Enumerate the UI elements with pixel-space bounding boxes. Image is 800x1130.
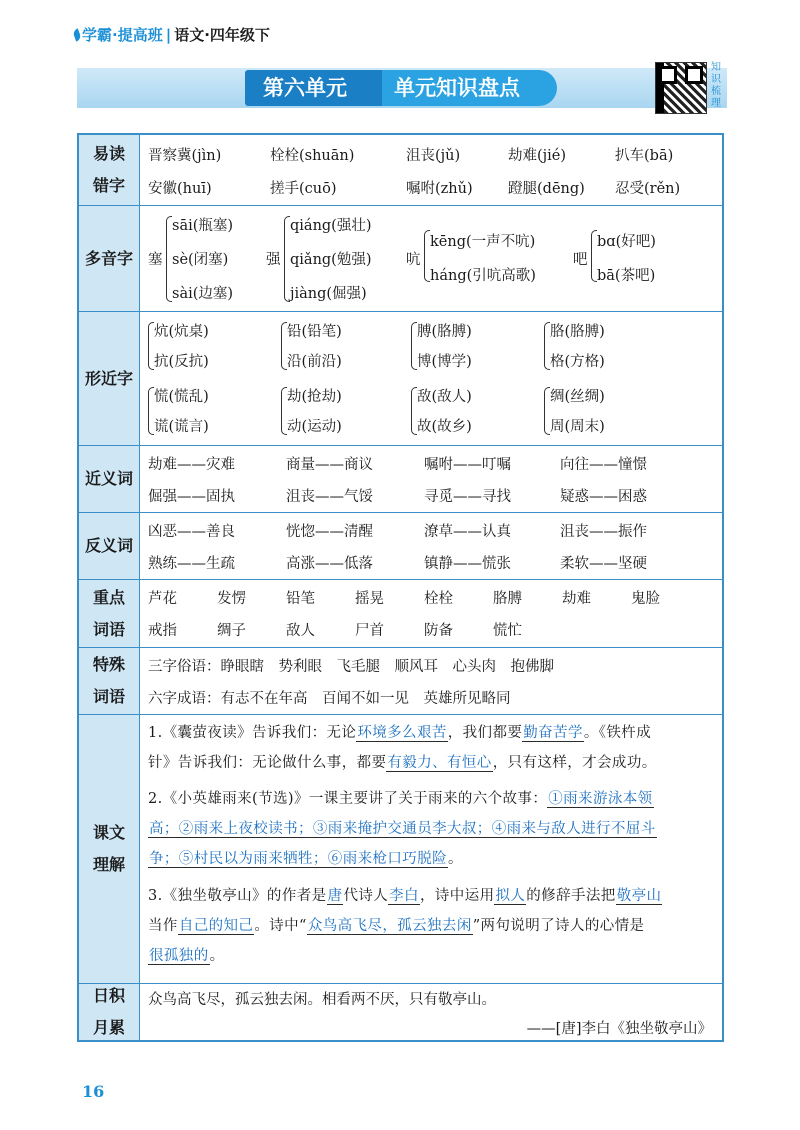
text: 的修辞手法把 xyxy=(526,888,616,904)
row-content xyxy=(148,206,716,311)
row-antonyms xyxy=(79,513,722,580)
subject-grade: 语文·四年级下 xyxy=(174,26,270,44)
poly-char: 塞 xyxy=(148,252,163,268)
poly-reading: jiàng(倔强) xyxy=(290,286,367,302)
unit-banner xyxy=(77,68,727,108)
word-item: 沮丧(jǔ) xyxy=(406,148,461,164)
word-pair: 倔强——固执 xyxy=(148,489,235,505)
word-item: 鬼脸 xyxy=(631,591,660,607)
answer-text: 唐 xyxy=(327,888,343,904)
idiom-line: 六字成语：有志不在年高 百闻不如一见 英雄所见略同 xyxy=(148,691,511,707)
row-label xyxy=(79,648,140,714)
brand-name: 学霸 xyxy=(82,26,113,44)
label-part: 特殊 xyxy=(92,655,125,674)
answer-text: 争；⑤村民以为雨来牺牲；⑥雨来枪口巧脱险 xyxy=(149,851,447,867)
word-pair: 沮丧——气馁 xyxy=(286,489,373,505)
word-pair: 向往——憧憬 xyxy=(560,457,647,473)
similar-char: 抗(反抗) xyxy=(154,354,209,370)
poly-reading: bɑ(好吧) xyxy=(597,234,656,250)
answer-text: 环境多么艰苦 xyxy=(357,725,447,741)
word-item: 绸子 xyxy=(217,623,246,639)
answer-text: 众鸟高飞尽，孤云独去闲 xyxy=(307,918,472,934)
word-pair: 恍惚——清醒 xyxy=(286,524,373,540)
paragraph-2 xyxy=(148,784,716,874)
qr-label: 知识梳理 xyxy=(711,62,721,109)
similar-char: 故(故乡) xyxy=(417,419,472,435)
label-part: 月累 xyxy=(92,1018,125,1037)
text: 代诗人 xyxy=(343,888,389,904)
paragraph-3 xyxy=(148,881,716,971)
row-daily-accumulation xyxy=(79,984,722,1040)
poly-reading: sè(闭塞) xyxy=(172,252,229,268)
word-item: 发愣 xyxy=(217,591,246,607)
text: ”两句说明了诗人的心情是 xyxy=(472,918,645,934)
poem-line: 众鸟高飞尽，孤云独去闲。相看两不厌，只有敬亭山。 xyxy=(148,992,496,1008)
similar-char: 谎(谎言) xyxy=(154,419,209,435)
text: 。 xyxy=(209,948,225,964)
poem-source: ——[唐]李白《独坐敬亭山》 xyxy=(526,1021,712,1037)
similar-char: 敌(敌人) xyxy=(417,389,472,405)
word-pair: 劫难——灾难 xyxy=(148,457,235,473)
text: 1.《囊萤夜读》告诉我们：无论 xyxy=(148,725,357,741)
row-content xyxy=(148,984,716,1040)
answer-text: 敬亭山 xyxy=(616,888,662,904)
word-pair: 柔软——坚硬 xyxy=(560,556,647,572)
unit-label: 第六单元 xyxy=(245,70,459,106)
series-header xyxy=(74,24,270,45)
row-easy-misread xyxy=(79,135,722,206)
text: 。 xyxy=(448,851,463,867)
answer-text: 拟人 xyxy=(495,888,526,904)
word-item: 劫难(jié) xyxy=(508,148,567,164)
row-content xyxy=(148,135,716,205)
row-key-words xyxy=(79,580,722,648)
word-item: 晋察冀(jìn) xyxy=(148,148,222,164)
answer-text: 李白 xyxy=(389,888,419,904)
row-synonyms xyxy=(79,446,722,513)
answer-text: 高；②雨来上夜校读书；③雨来掩护交通员李大叔；④雨来与敌人进行不屈斗 xyxy=(149,821,656,837)
header-dot: · xyxy=(112,26,118,44)
label-part: 课文 xyxy=(92,823,125,842)
poly-reading: qiǎng(勉强) xyxy=(290,252,372,268)
idiom-line: 三字俗语：睁眼瞎 势利眼 飞毛腿 顺风耳 心头肉 抱佛脚 xyxy=(148,659,554,675)
text: ，只有这样，才会成功。 xyxy=(492,755,657,771)
answer-text: 勤奋苦学 xyxy=(523,725,583,741)
similar-char: 炕(炕桌) xyxy=(154,324,209,340)
row-content xyxy=(148,648,716,714)
word-pair: 商量——商议 xyxy=(286,457,373,473)
similar-char: 绸(丝绸) xyxy=(550,389,605,405)
banner-title: 单元知识盘点 xyxy=(382,70,557,106)
word-pair: 熟练——生疏 xyxy=(148,556,235,572)
poly-reading: háng(引吭高歌) xyxy=(430,268,536,284)
text: 3.《独坐敬亭山》的作者是 xyxy=(148,888,327,904)
row-content xyxy=(148,446,716,512)
knowledge-table xyxy=(77,133,724,1042)
page-number: 16 xyxy=(82,1082,105,1101)
text: ，诗中运用 xyxy=(419,888,495,904)
poly-reading: qiáng(强壮) xyxy=(290,218,372,234)
poly-char: 吧 xyxy=(573,252,588,268)
row-label xyxy=(79,984,140,1040)
answer-text: 很孤独的 xyxy=(149,948,209,964)
similar-char: 铅(铅笔) xyxy=(287,324,342,340)
word-item: 铅笔 xyxy=(286,591,315,607)
row-label: 近义词 xyxy=(79,446,140,512)
answer-text: ①雨来游泳本领 xyxy=(548,791,653,807)
word-pair: 凶恶——善良 xyxy=(148,524,235,540)
answer-text: 自己的知己 xyxy=(178,918,254,934)
word-pair: 高涨——低落 xyxy=(286,556,373,572)
row-content xyxy=(148,513,716,579)
poly-char: 吭 xyxy=(406,252,421,268)
poly-reading: sāi(瓶塞) xyxy=(172,218,234,234)
row-label xyxy=(79,580,140,647)
row-label: 形近字 xyxy=(79,312,140,445)
similar-char: 格(方格) xyxy=(550,354,605,370)
word-item: 搓手(cuō) xyxy=(270,181,337,197)
text: 针》告诉我们：无论做什么事，都要 xyxy=(148,755,387,771)
word-item: 戒指 xyxy=(148,623,177,639)
answer-text: 有毅力、有恒心 xyxy=(387,755,492,771)
similar-char: 胳(胳膊) xyxy=(550,324,605,340)
similar-char: 膊(胳膊) xyxy=(417,324,472,340)
word-pair: 嘱咐——叮嘱 xyxy=(424,457,511,473)
word-item: 胳膊 xyxy=(493,591,522,607)
word-item: 摇晃 xyxy=(355,591,384,607)
word-pair: 潦草——认真 xyxy=(424,524,511,540)
poly-reading: sài(边塞) xyxy=(172,286,234,302)
similar-char: 劫(抢劫) xyxy=(287,389,342,405)
word-item: 尸首 xyxy=(355,623,384,639)
leaf-logo-icon xyxy=(72,28,82,41)
header-separator: | xyxy=(165,26,172,44)
word-pair: 寻觅——寻找 xyxy=(424,489,511,505)
paragraph-1 xyxy=(148,718,716,778)
series-name: 提高班 xyxy=(117,26,163,44)
poly-reading: kēng(一声不吭) xyxy=(430,234,536,250)
qr-code-icon[interactable] xyxy=(655,62,707,114)
word-item: 安徽(huī) xyxy=(148,181,212,197)
label-part: 理解 xyxy=(92,855,125,874)
word-pair: 镇静——慌张 xyxy=(424,556,511,572)
similar-char: 周(周末) xyxy=(550,419,605,435)
word-item: 芦花 xyxy=(148,591,177,607)
row-polyphonic xyxy=(79,206,722,312)
word-pair: 沮丧——振作 xyxy=(560,524,647,540)
poly-reading: bā(茶吧) xyxy=(597,268,656,284)
word-item: 栓栓(shuān) xyxy=(270,148,355,164)
similar-char: 慌(慌乱) xyxy=(154,389,209,405)
similar-char: 动(运动) xyxy=(287,419,342,435)
word-item: 劫难 xyxy=(562,591,591,607)
label-part: 词语 xyxy=(92,687,125,706)
word-item: 栓栓 xyxy=(424,591,453,607)
word-item: 扒车(bā) xyxy=(615,148,674,164)
word-item: 敌人 xyxy=(286,623,315,639)
label-part: 日积 xyxy=(92,986,125,1005)
row-content xyxy=(148,580,716,647)
similar-char: 博(博学) xyxy=(417,354,472,370)
label-part: 重点 xyxy=(92,587,125,607)
word-item: 蹬腿(dēng) xyxy=(508,181,585,197)
text: 。《铁杵成 xyxy=(583,725,652,741)
label-part: 易读 xyxy=(92,144,125,163)
word-item: 防备 xyxy=(424,623,453,639)
row-content xyxy=(148,312,716,445)
text: 当作 xyxy=(148,918,178,934)
text: 2.《小英雄雨来(节选)》一课主要讲了关于雨来的六个故事： xyxy=(148,791,548,807)
row-label: 反义词 xyxy=(79,513,140,579)
text: ，我们都要 xyxy=(447,725,523,741)
similar-char: 沿(前沿) xyxy=(287,354,342,370)
row-text-comprehension xyxy=(79,715,722,984)
word-item: 嘱咐(zhǔ) xyxy=(406,181,473,197)
label-part: 词语 xyxy=(92,619,125,639)
row-similar-chars xyxy=(79,312,722,446)
label-part: 错字 xyxy=(92,176,125,195)
text: 。诗中“ xyxy=(254,918,307,934)
poly-char: 强 xyxy=(266,252,281,268)
word-pair: 疑惑——困惑 xyxy=(560,489,647,505)
word-item: 忍受(rěn) xyxy=(615,181,681,197)
word-item: 慌忙 xyxy=(493,623,522,639)
row-label xyxy=(79,135,140,205)
row-label xyxy=(79,715,140,983)
row-content xyxy=(148,715,716,983)
row-label: 多音字 xyxy=(79,206,140,311)
row-special-words xyxy=(79,648,722,715)
